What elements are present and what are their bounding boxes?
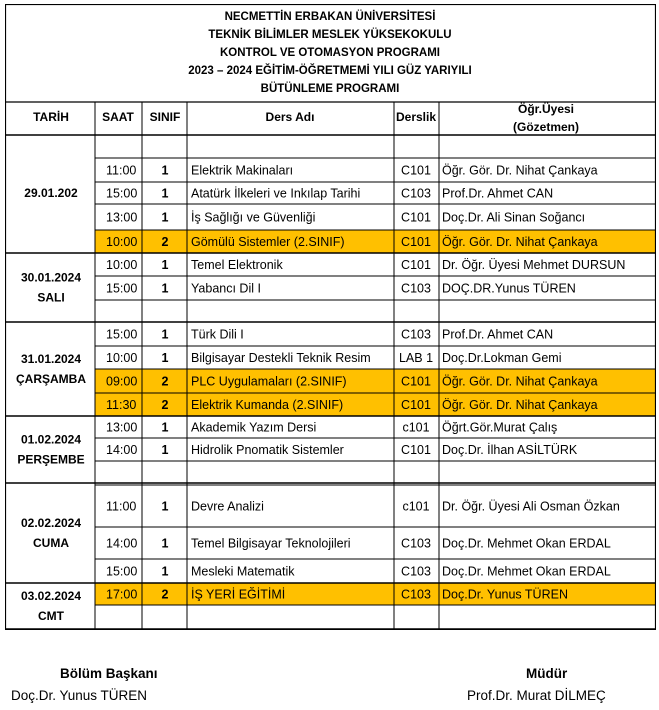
cell-sinif: 1 [161, 186, 169, 201]
cell-uye: Doç.Dr. Yunus TÜREN [442, 587, 568, 602]
cell-uye: Dr. Öğr. Üyesi Ali Osman Özkan [442, 499, 620, 514]
cell-ders: Temel Elektronik [191, 257, 283, 272]
cell-ders: Elektrik Makinaları [191, 163, 294, 178]
cell-uye: Öğr. Gör. Dr. Nihat Çankaya [442, 397, 598, 412]
cell-derslik: C103 [401, 536, 431, 551]
header-line: BÜTÜNLEME PROGRAMI [260, 83, 400, 96]
cell-ders: Bilgisayar Destekli Teknik Resim [191, 350, 371, 365]
column-header-ders: Ders Adı [265, 110, 315, 125]
cell-uye: Dr. Öğr. Üyesi Mehmet DURSUN [442, 257, 626, 272]
cell-derslik: C103 [401, 186, 431, 201]
cell-saat: 11:30 [106, 397, 137, 412]
director-signature [526, 666, 567, 681]
cell-saat: 13:00 [106, 420, 138, 435]
cell-derslik: C101 [401, 210, 431, 225]
director-title: Müdür [526, 666, 568, 681]
day-date: 30.01.2024 [20, 270, 82, 285]
header-line: 2023 – 2024 EĞİTİM-ÖĞRETMEMİ YILI GÜZ YARIYILI [188, 65, 472, 78]
director-name: Prof.Dr. Murat DİLMEÇ [467, 688, 606, 703]
cell-sinif: 1 [161, 564, 169, 579]
column-header-derslik: Derslik [395, 110, 437, 125]
cell-uye: Prof.Dr. Ahmet CAN [442, 327, 554, 342]
cell-derslik: c101 [402, 499, 430, 514]
header-line: KONTROL VE OTOMASYON PROGRAMI [219, 47, 441, 60]
cell-uye: Öğr. Gör. Dr. Nihat Çankaya [442, 234, 598, 249]
column-header-gozetmen: (Gözetmen) [513, 120, 579, 135]
cell-ders: Gömülü Sistemler (2.SINIF) [191, 234, 345, 249]
cell-ders: İŞ YERİ EĞİTİMİ [191, 587, 286, 602]
day-name: ÇARŞAMBA [16, 372, 86, 387]
cell-ders: Yabancı Dil I [191, 281, 261, 296]
column-header-saat: SAAT [102, 110, 134, 125]
cell-uye: Doç.Dr. İlhan ASİLTÜRK [442, 442, 578, 457]
day-date: 01.02.2024 [20, 432, 82, 447]
cell-saat: 10:00 [106, 234, 138, 249]
cell-sinif: 1 [161, 350, 169, 365]
day-date: 02.02.2024 [20, 516, 82, 531]
cell-derslik: C101 [401, 374, 431, 389]
cell-saat: 11:00 [106, 163, 137, 178]
day-name: SALI [37, 290, 65, 305]
cell-sinif: 1 [161, 536, 169, 551]
cell-sinif: 1 [161, 499, 169, 514]
cell-derslik: LAB 1 [398, 350, 434, 365]
cell-sinif: 1 [161, 163, 169, 178]
director-block [467, 688, 606, 703]
cell-saat: 09:00 [106, 374, 138, 389]
cell-sinif: 1 [161, 327, 169, 342]
header-line: TEKNİK BİLİMLER MESLEK YÜKSEKOKULU [208, 29, 452, 42]
cell-derslik: C101 [401, 257, 431, 272]
cell-sinif: 2 [161, 587, 169, 602]
cell-uye: Doç.Dr. Ali Sinan Soğancı [442, 210, 586, 225]
department-head-name: Doç.Dr. Yunus TÜREN [11, 688, 148, 703]
cell-ders: PLC Uygulamaları (2.SINIF) [191, 374, 347, 389]
cell-derslik: C103 [401, 327, 431, 342]
day-date: 31.01.2024 [20, 352, 82, 367]
cell-ders: Atatürk İlkeleri ve Inkılap Tarihi [191, 186, 361, 201]
department-head-block [11, 688, 147, 703]
cell-saat: 10:00 [106, 350, 138, 365]
cell-saat: 17:00 [106, 587, 138, 602]
cell-saat: 14:00 [106, 442, 138, 457]
cell-uye: Doç.Dr.Lokman Gemi [442, 350, 562, 365]
highlight-row [95, 583, 656, 605]
cell-ders: Hidrolik Pnomatik Sistemler [191, 442, 344, 457]
cell-ders: İş Sağlığı ve Güvenliği [191, 210, 316, 225]
cell-uye: Öğr. Gör. Dr. Nihat Çankaya [442, 374, 598, 389]
cell-derslik: C101 [401, 234, 431, 249]
column-header-tarih: TARİH [33, 110, 69, 125]
day-date: 29.01.202 [24, 186, 78, 201]
cell-sinif: 1 [161, 442, 169, 457]
cell-saat: 13:00 [106, 210, 138, 225]
header-line: NECMETTİN ERBAKAN ÜNİVERSİTESİ [224, 11, 436, 24]
cell-saat: 15:00 [106, 281, 138, 296]
cell-sinif: 1 [161, 281, 169, 296]
schedule-table [5, 4, 656, 630]
cell-uye: Doç.Dr. Mehmet Okan ERDAL [442, 564, 611, 579]
cell-uye: DOÇ.DR.Yunus TÜREN [442, 281, 576, 296]
cell-saat: 15:00 [106, 327, 138, 342]
cell-sinif: 2 [161, 234, 169, 249]
cell-sinif: 1 [161, 257, 169, 272]
cell-ders: Türk Dili I [191, 327, 244, 342]
cell-uye: Prof.Dr. Ahmet CAN [442, 186, 554, 201]
column-header-uye: Öğr.Üyesi [517, 102, 575, 117]
cell-sinif: 2 [161, 374, 169, 389]
cell-sinif: 1 [161, 210, 169, 225]
cell-ders: Elektrik Kumanda (2.SINIF) [191, 397, 344, 412]
cell-derslik: C103 [401, 564, 431, 579]
cell-saat: 15:00 [106, 564, 138, 579]
cell-uye: Öğrt.Gör.Murat Çalış [442, 420, 558, 435]
cell-saat: 14:00 [106, 536, 138, 551]
cell-derslik: C101 [401, 163, 431, 178]
cell-derslik: c101 [402, 420, 430, 435]
cell-sinif: 1 [161, 420, 169, 435]
department-head-signature [60, 666, 158, 681]
column-header-sinif: SINIF [149, 110, 181, 125]
cell-ders: Temel Bilgisayar Teknolojileri [191, 536, 351, 551]
cell-saat: 10:00 [106, 257, 138, 272]
department-head-title: Bölüm Başkanı [60, 666, 158, 681]
day-name: CUMA [33, 536, 69, 551]
cell-ders: Akademik Yazım Dersi [191, 420, 317, 435]
cell-derslik: C101 [401, 397, 431, 412]
day-date: 03.02.2024 [20, 589, 82, 604]
day-name: PERŞEMBE [17, 452, 85, 467]
cell-derslik: C101 [401, 442, 431, 457]
cell-ders: Devre Analizi [191, 499, 264, 514]
cell-derslik: C103 [401, 587, 431, 602]
cell-saat: 15:00 [106, 186, 138, 201]
cell-uye: Doç.Dr. Mehmet Okan ERDAL [442, 536, 611, 551]
cell-saat: 11:00 [106, 499, 137, 514]
cell-sinif: 2 [161, 397, 169, 412]
day-name: CMT [38, 609, 64, 624]
cell-uye: Öğr. Gör. Dr. Nihat Çankaya [442, 163, 598, 178]
cell-derslik: C103 [401, 281, 431, 296]
cell-ders: Mesleki Matematik [191, 564, 295, 579]
schedule-table-svg [5, 4, 656, 630]
